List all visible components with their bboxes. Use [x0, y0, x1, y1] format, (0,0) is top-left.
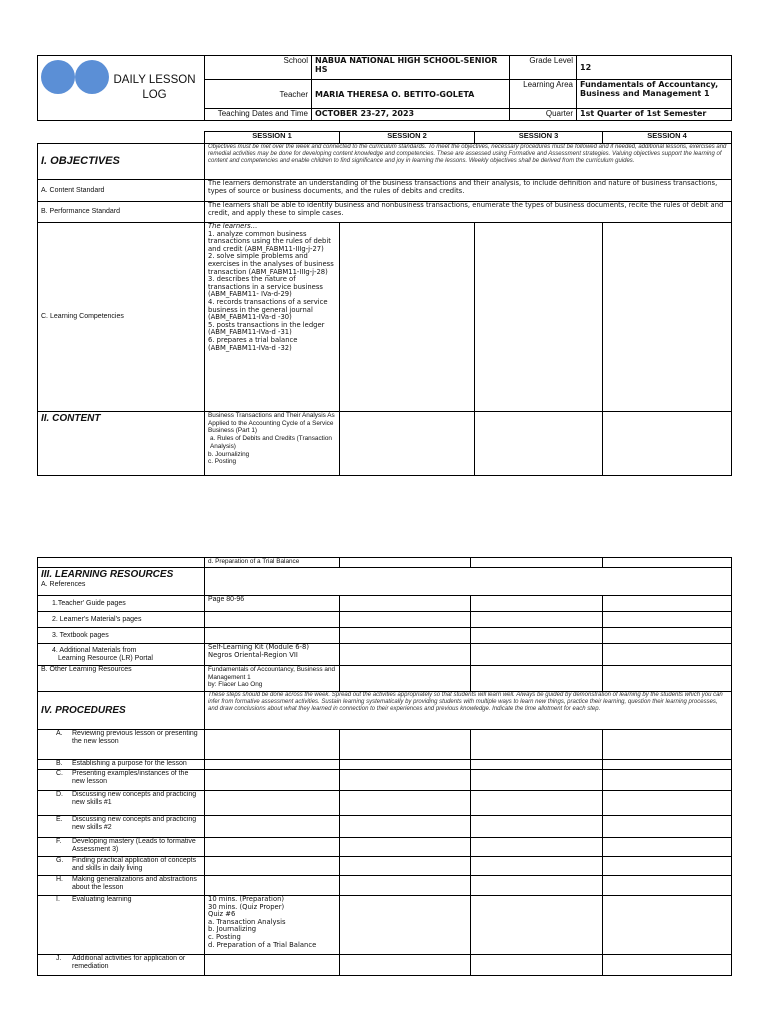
additional-label-2: Learning Resource (LR) Portal: [58, 654, 153, 662]
step-text: Evaluating learning: [72, 896, 132, 903]
additional-value-2: Negros Oriental-Region VII: [208, 650, 298, 659]
quarter-label: Quarter: [510, 109, 577, 121]
resources-heading-cell: [38, 568, 205, 596]
procedures-note: These steps should be done across the week. Spread out the activities appropriately so that students will learn well. Always be guided by demonstration of learning by the students which you can infer from formative assessment activities. Sustain learning systematically by providing students with multiple ways to learn new things, practice their learning, question their learning processes, and draw conclusions about what they learned in connection to their experiences and previous knowledge. Indicate the time allotment for each step.: [205, 692, 732, 730]
competency-item: 5. posts transactions in the ledger (ABM_FABM11-IVa-d -31): [208, 320, 325, 337]
competency-item: 6. prepares a trial balance (ABM_FABM11-IVa-d -32): [208, 335, 298, 352]
session-2-header: SESSION 2: [340, 132, 475, 144]
step-text: Presenting examples/instances of the new lesson: [72, 770, 189, 785]
teacher-value: MARIA THERESA O. BETITO-GOLETA: [312, 80, 510, 109]
competencies-label: C. Learning Competencies: [38, 223, 205, 412]
step-text: Finding practical application of concepts and skills in daily living: [72, 857, 197, 872]
content-line: b. Journalizing: [208, 450, 250, 458]
session-1-header: SESSION 1: [205, 132, 340, 144]
additional-value-1: Self-Learning Kit (Module 6-8): [208, 643, 309, 651]
step-text: Discussing new concepts and practicing new skills #1: [72, 791, 197, 806]
step-letter: E.: [56, 816, 63, 823]
dates-label: Teaching Dates and Time: [205, 109, 312, 121]
step-letter: G.: [56, 857, 64, 864]
dll-title-line1: DAILY LESSON: [113, 74, 196, 86]
dll-title-cell: [38, 56, 205, 121]
procedure-step-f: [38, 838, 205, 857]
tg-value: Page 80-96: [205, 596, 340, 612]
competency-item: 3. describes the nature of transactions in a service business (ABM_FABM11- IVa-d-29): [208, 275, 323, 299]
step-letter: I.: [56, 896, 60, 903]
step-letter: C.: [56, 770, 63, 777]
textbook-label: 3. Textbook pages: [38, 628, 205, 644]
evaluation-line: a. Transaction Analysis: [208, 917, 286, 926]
references-label: A. References: [41, 581, 86, 588]
lm-label: 2. Learner's Material's pages: [38, 612, 205, 628]
additional-value-cell: [205, 644, 340, 666]
content-line: c. Posting: [208, 458, 237, 466]
performance-standard-label: B. Performance Standard: [38, 202, 205, 223]
lesson-table-page2: [37, 557, 732, 976]
area-label: Learning Area: [510, 80, 577, 109]
evaluation-cell: [205, 896, 340, 955]
evaluation-line: 30 mins. (Quiz Proper): [208, 902, 285, 911]
step-text: Developing mastery (Leads to formative Assessment 3): [72, 838, 196, 853]
step-letter: H.: [56, 876, 63, 883]
objectives-note: Objectives must be met over the week and connected to the curriculum standards. To meet the objectives, necessary procedures must be followed and if needed, additional lessons, exercises and remedial activities may be done for developing content knowledge and competencies. These are assessed using Formative and Assessment strategies. Valuing objectives support the learning of content and competencies and enable children to find significance and joy in learning the lessons. Weekly objectives shall be derived from the curriculum guides.: [205, 144, 732, 180]
other-resources-label: B. Other Learning Resources: [38, 666, 205, 692]
procedure-step-b: [38, 760, 205, 770]
step-text: Making generalizations and abstractions about the lesson: [72, 876, 197, 891]
competencies-list: [205, 223, 340, 412]
additional-label-cell: [38, 644, 205, 666]
step-letter: B.: [56, 760, 63, 767]
resources-heading: III. LEARNING RESOURCES: [41, 569, 174, 580]
session-4-header: SESSION 4: [603, 132, 732, 144]
content-continued: d. Preparation of a Trial Balance: [205, 558, 340, 568]
header-table: [37, 55, 732, 121]
procedure-step-j: [38, 955, 205, 976]
grade-value: 12: [577, 56, 732, 80]
evaluation-line: c. Posting: [208, 932, 241, 941]
evaluation-line: b. Journalizing: [208, 925, 257, 934]
other-resources-cell: [205, 666, 340, 692]
session-3-header: SESSION 3: [475, 132, 603, 144]
procedure-step-c: [38, 770, 205, 791]
step-letter: J.: [56, 955, 62, 962]
step-text: Discussing new concepts and practicing new skills #2: [72, 816, 197, 831]
procedure-step-i: [38, 896, 205, 955]
content-line: a. Rules of Debits and Credits (Transaction Analysis): [210, 435, 332, 450]
evaluation-line: 10 mins. (Preparation): [208, 895, 285, 903]
other-value-2: by: Flacer Lao Ong: [208, 681, 263, 689]
content-cell: [205, 412, 340, 476]
tg-label: 1.Teacher' Guide pages: [38, 596, 205, 612]
grade-label: Grade Level: [510, 56, 577, 80]
competency-item: 4. records transactions of a service business in the general journal (ABM_FABM11-IVa-d -30): [208, 297, 328, 322]
content-line: Business Transactions and Their Analysis As Applied to the Accounting Cycle of a Service Business (Part 1): [208, 412, 335, 435]
quarter-value: 1st Quarter of 1st Semester: [577, 109, 732, 121]
competency-item: 2. solve simple problems and exercises in the analyses of business transaction (ABM_FABM11-IIIg-j-28): [208, 252, 334, 276]
step-text: Reviewing previous lesson or presenting the new lesson: [72, 730, 198, 745]
performance-standard-text: The learners shall be able to identify business and nonbusiness transactions, enumerate the types of business documents, recite the rules of debit and credit, and apply these to simple cases.: [205, 202, 732, 223]
step-text: Establishing a purpose for the lesson: [72, 760, 187, 767]
step-text: Additional activities for application or remediation: [72, 955, 186, 970]
procedure-step-g: [38, 857, 205, 876]
other-value-1: Fundamentals of Accountancy, Business and Management 1: [208, 666, 336, 681]
school-label: School: [205, 56, 312, 80]
procedure-step-a: [38, 730, 205, 760]
procedure-step-d: [38, 791, 205, 816]
step-letter: D.: [56, 791, 63, 798]
procedure-step-h: [38, 876, 205, 896]
area-value: Fundamentals of Accountancy, Business and Management 1: [577, 80, 732, 109]
school-value: NABUA NATIONAL HIGH SCHOOL-SENIOR HS: [312, 56, 510, 80]
evaluation-line: Quiz #6: [208, 910, 236, 919]
competency-intro: The learners…: [208, 222, 258, 230]
procedures-heading: IV. PROCEDURES: [38, 692, 205, 730]
content-heading: II. CONTENT: [38, 412, 205, 476]
step-letter: A.: [56, 730, 63, 737]
objectives-heading: I. OBJECTIVES: [38, 144, 205, 180]
teacher-label: Teacher: [205, 80, 312, 109]
content-standard-label: A. Content Standard: [38, 180, 205, 202]
step-letter: F.: [56, 838, 62, 845]
lesson-table-page1: [37, 131, 732, 476]
dll-title-line2: LOG: [142, 89, 167, 101]
additional-label-1: 4. Additional Materials from: [52, 646, 137, 654]
dates-value: OCTOBER 23-27, 2023: [312, 109, 510, 121]
evaluation-line: d. Preparation of a Trial Balance: [208, 940, 317, 949]
content-standard-text: The learners demonstrate an understanding of the business transactions and their analysis, to include definition and nature of business transactions, types of source or business documents, and the rules of debits and credits.: [205, 180, 732, 202]
competency-item: 1. analyze common business transactions using the rules of debit and credit (ABM_FABM11-IIIg-j-27): [208, 229, 331, 253]
procedure-step-e: [38, 816, 205, 838]
